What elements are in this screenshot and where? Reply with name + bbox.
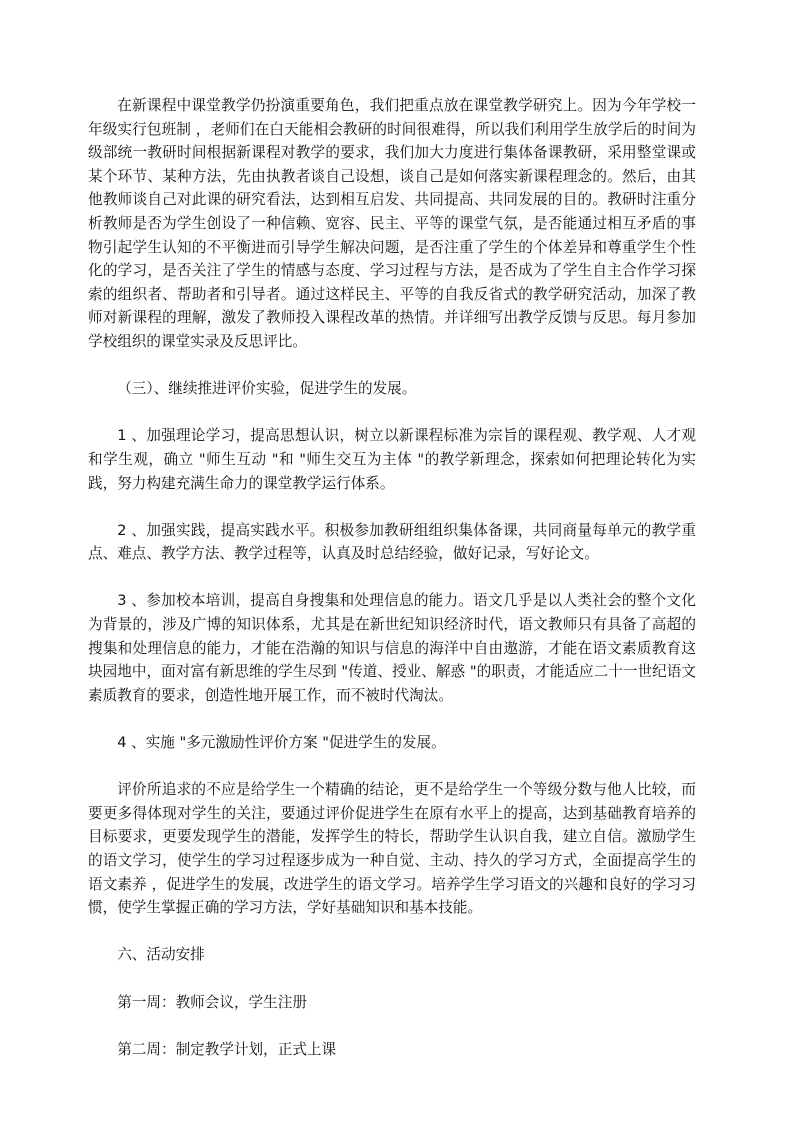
paragraph-item-2: 2 、加强实践，提高实践水平。积极参加教研组组织集体备课，共同商量每单元的教学重点、难点、教学方法、教学过程等，认真及时总结经验，做好记录，写好论文。 <box>88 521 696 563</box>
paragraph-item-3: 3 、参加校本培训，提高自身搜集和处理信息的能力。语文几乎是以人类社会的整个文化为背景的，涉及广博的知识体系，尤其是在新世纪知识经济时代，语文教师只有具备了高超的搜集和处理信息的能力，才能在浩瀚的知识与信息的海洋中自由遨游，才能在语文素质教育这块园地中，面对富有新思维的学生尽到 "传道、授业、解惑 "的职责，才能适应二十一世纪语文素质教育的要求，创造性地开展工作，而不被时代淘汰。 <box>88 592 696 704</box>
paragraph-classroom-research: 在新课程中课堂教学仍扮演重要角色，我们把重点放在课堂教学研究上。因为今年学校一年级实行包班制 ，老师们在白天能相会教研的时间很难得，所以我们利用学生放学后的时间为级部统一教研时间根据新课程对教学的要求，我们加大力度进行集体备课教研，采用整堂课或某个环节、某种方法，先由执教者谈自己设想，谈自己是如何落实新课程理念的。然后，由其他教师谈自己对此课的研究看法，达到相互启发、共同提高、共同发展的目的。教研时注重分析教师是否为学生创设了一种信赖、宽容、民主、平等的课堂气氛，是否能通过相互矛盾的事物引起学生认知的不平衡进而引导学生解决问题，是否注重了学生的个体差异和尊重学生个性化的学习，是否关注了学生的情感与态度、学习过程与方法，是否成为了学生自主合作学习探索的组织者、帮助者和引导者。通过这样民主、平等的自我反省式的教学研究活动，加深了教师对新课程的理解，激发了教师投入课程改革的热情。并详细写出教学反馈与反思。每月参加学校组织的课堂实录及反思评比。 <box>88 97 696 350</box>
schedule-week-1: 第一周：教师会议，学生注册 <box>117 993 307 1011</box>
paragraph-evaluation-goal: 评价所追求的不应是给学生一个精确的结论，更不是给学生一个等级分数与他人比较，而要更多得体现对学生的关注，要通过评价促进学生在原有水平上的提高，达到基础教育培养的目标要求，更要发现学生的潜能，发挥学生的特长，帮助学生认识自我，建立自信。激励学生的语文学习，使学生的学习过程逐步成为一种自觉、主动、持久的学习方式，全面提高学生的语文素养 ，促进学生的发展，改进学生的语文学习。培养学生学习语文的兴趣和良好的学习习惯，使学生掌握正确的学习方法，学好基础知识和基本技能。 <box>88 781 696 917</box>
paragraph-item-1: 1 、加强理论学习，提高思想认识，树立以新课程标准为宗旨的课程观、教学观、人才观和学生观，确立 "师生互动 "和 "师生交互为主体 "的教学新理念，探索如何把理论转化为实践，努力构建充满生命力的课堂教学运行体系。 <box>88 427 696 492</box>
schedule-week-2: 第二周：制定教学计划，正式上课 <box>117 1040 337 1058</box>
paragraph-item-4: 4 、实施 "多元激励性评价方案 "促进学生的发展。 <box>117 734 446 752</box>
section-heading-activities: 六、活动安排 <box>117 946 205 964</box>
document-body <box>88 94 696 1061</box>
section-heading-evaluation: （三）、继续推进评价实验，促进学生的发展。 <box>117 380 417 398</box>
